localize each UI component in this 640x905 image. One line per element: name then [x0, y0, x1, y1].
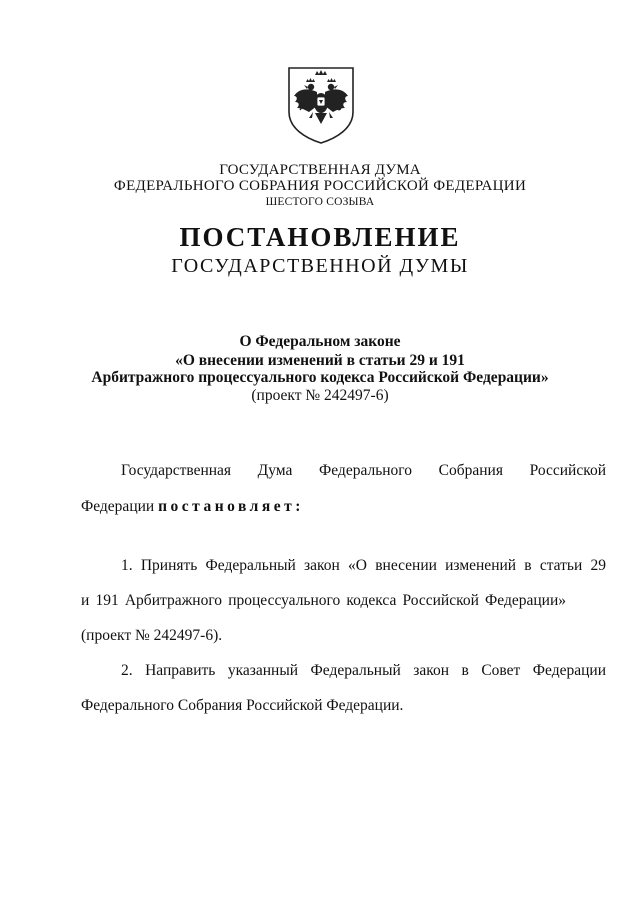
preamble-line1: Государственная Дума Федерального Собрания Российской [121, 462, 606, 479]
organization-name-line2: ФЕДЕРАЛЬНОГО СОБРАНИЯ РОССИЙСКОЙ ФЕДЕРАЦИИ [113, 178, 527, 194]
item1-line1: 1. Принять Федеральный закон «О внесении изменений в статьи 29 [121, 557, 606, 574]
subject-line1: О Федеральном законе [239, 333, 401, 350]
preamble-line2 [81, 498, 566, 516]
subject-line2: «О внесении изменений в статьи 29 и 191 [175, 352, 465, 369]
organization-name-line1: ГОСУДАРСТВЕННАЯ ДУМА [219, 162, 421, 178]
item1-line3: (проект № 242497-6). [81, 627, 223, 644]
resolution-verb: постановляет: [158, 498, 304, 515]
document-type-title: ПОСТАНОВЛЕНИЕ [179, 222, 461, 252]
item2-line2: Федерального Собрания Российской Федерации. [81, 697, 404, 714]
coat-of-arms-icon [287, 66, 355, 144]
convocation-label: ШЕСТОГО СОЗЫВА [265, 196, 375, 208]
item1-line2: и 191 Арбитражного процессуального кодекса Российской Федерации» [81, 592, 566, 609]
bill-number: (проект № 242497-6) [251, 387, 389, 404]
preamble-line2-prefix: Федерации [81, 498, 155, 515]
document-type-subtitle: ГОСУДАРСТВЕННОЙ ДУМЫ [171, 255, 469, 277]
subject-line3: Арбитражного процессуального кодекса Российской Федерации» [91, 369, 549, 386]
item2-line1: 2. Направить указанный Федеральный закон в Совет Федерации [121, 662, 606, 679]
